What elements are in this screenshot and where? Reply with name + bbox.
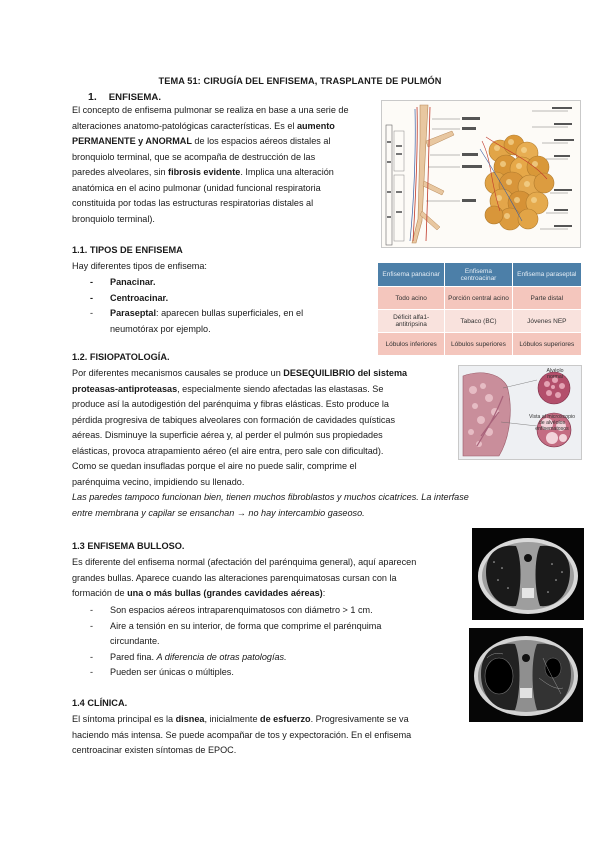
ct-scan-bullae-illustration	[469, 628, 583, 722]
table-row	[378, 310, 582, 333]
list-item: - Panacinar.	[90, 275, 370, 291]
section-number: 1.	[88, 91, 97, 103]
list-item: - Pueden ser únicas o múltiples.	[90, 665, 460, 681]
table-cell: Lóbulos superiores	[445, 333, 512, 356]
bullous-list	[90, 603, 460, 681]
page-title: TEMA 51: CIRUGÍA DEL ENFISEMA, TRASPLANTE DE PULMÓN	[158, 76, 442, 86]
table-cell: Tabaco (BC)	[445, 310, 512, 333]
table-row	[378, 287, 582, 310]
table-cell: Lóbulos superiores	[512, 333, 581, 356]
table-cell: Todo acino	[378, 287, 445, 310]
types-heading: 1.1. TIPOS DE ENFISEMA	[72, 245, 183, 255]
list-item: - Aire a tensión en su interior, de forma que comprime el parénquima	[90, 619, 460, 635]
clinic-heading: 1.4 CLÍNICA.	[72, 698, 128, 708]
section-label: ENFISEMA.	[108, 92, 162, 103]
emphysema-lung-figure	[458, 365, 582, 460]
figure-caption-normal: Alvéolo normal	[546, 368, 564, 380]
bullous-heading: 1.3 ENFISEMA BULLOSO.	[72, 541, 185, 551]
list-item: - Pared fina. A diferencia de otras patologías.	[90, 650, 460, 666]
table-header-cell: Enfisema panacinar	[378, 263, 445, 287]
emphysema-types-table	[377, 262, 582, 356]
list-item: - Centroacinar.	[90, 291, 370, 307]
acinus-illustration	[382, 101, 580, 247]
types-lead: Hay diferentes tipos de enfisema:	[72, 261, 207, 271]
table-header-cell: Enfisema centroacinar	[445, 263, 512, 287]
acinus-anatomy-figure	[381, 100, 581, 248]
table-cell: Porción central acino	[445, 287, 512, 310]
list-item: - Paraseptal: aparecen bullas superficiales, en el	[90, 306, 370, 322]
ct-scan-image-2	[469, 628, 583, 722]
section-heading-enfisema	[88, 91, 161, 103]
table-header-row	[378, 263, 582, 287]
list-item-continuation: circundante.	[110, 636, 160, 646]
table-header-cell: Enfisema paraseptal	[512, 263, 581, 287]
bullous-paragraph: Es diferente del enfisema normal (afectación del parénquima general), aquí aparecen grandes bullas. Aparece cuando las alteraciones parenquimatosas cursan con la formación de una o más bullas (grandes cavidades aéreas):	[72, 557, 417, 598]
ct-scan-image-1	[472, 528, 584, 620]
physiopathology-paragraph: Por diferentes mecanismos causales se produce un DESEQUILIBRIO del sistema proteasas-antiproteasas, especialmente siendo afectadas las elastasas. Se produce así la autodigestión del parénquima y fibras elásticas. Esto produce la pérdida progresiva de tabiques alveolares con formación de cavidades quísticas aéreas. Disminuye la superficie aérea y, al perder el pulmón sus propiedades elásticas, provoca atrapamiento aéreo (el aire entra, pero sale con dificultad). Como se quedan insufladas porque el aire no puede salir, comprime el parénquima vecino, impidiendo su llenado.	[72, 368, 408, 487]
table-cell: Lóbulos inferiores	[378, 333, 445, 356]
physiopathology-heading: 1.2. FISIOPATOLOGÍA.	[72, 352, 170, 362]
list-item: - Son espacios aéreos intraparenquimatosos con diámetro > 1 cm.	[90, 603, 460, 619]
intro-paragraph: El concepto de enfisema pulmonar se realiza en base a una serie de alteraciones anatomo-patológicas características. Es el aumento PERMANENTE y ANORMAL de los espacios aéreos distales al bronquiolo terminal, que se acompaña de destrucción de las paredes alveolares, sin fibrosis evidente. Implica una alteración anatómica en el acino pulmonar (unidad funcional respiratoria constituida por todas las estructuras respiratorias distales al bronquiolo terminal).	[72, 105, 349, 224]
clinic-paragraph: El síntoma principal es la disnea, inicialmente de esfuerzo. Progresivamente se va haciendo más intensa. Se puede acompañar de tos y expectoración. En el enfisema centroacinar existen síntomas de EPOC.	[72, 714, 412, 755]
table-cell: Jóvenes NEP	[512, 310, 581, 333]
figure-caption-emphysema: Vista al microscopio de alvéolos enfisematosos	[528, 414, 576, 432]
types-list	[90, 275, 370, 337]
table-cell: Déficit alfa1-antitripsina	[378, 310, 445, 333]
physiopathology-note: Las paredes tampoco funcionan bien, tienen muchos fibroblastos y muchos cicatrices. La interfase entre membrana y capilar se ensanchan → no hay intercambio gaseoso.	[72, 492, 469, 518]
table-row	[378, 333, 582, 356]
list-item-continuation: neumotórax por ejemplo.	[110, 323, 211, 334]
table-cell: Parte distal	[512, 287, 581, 310]
ct-scan-illustration	[472, 528, 584, 620]
